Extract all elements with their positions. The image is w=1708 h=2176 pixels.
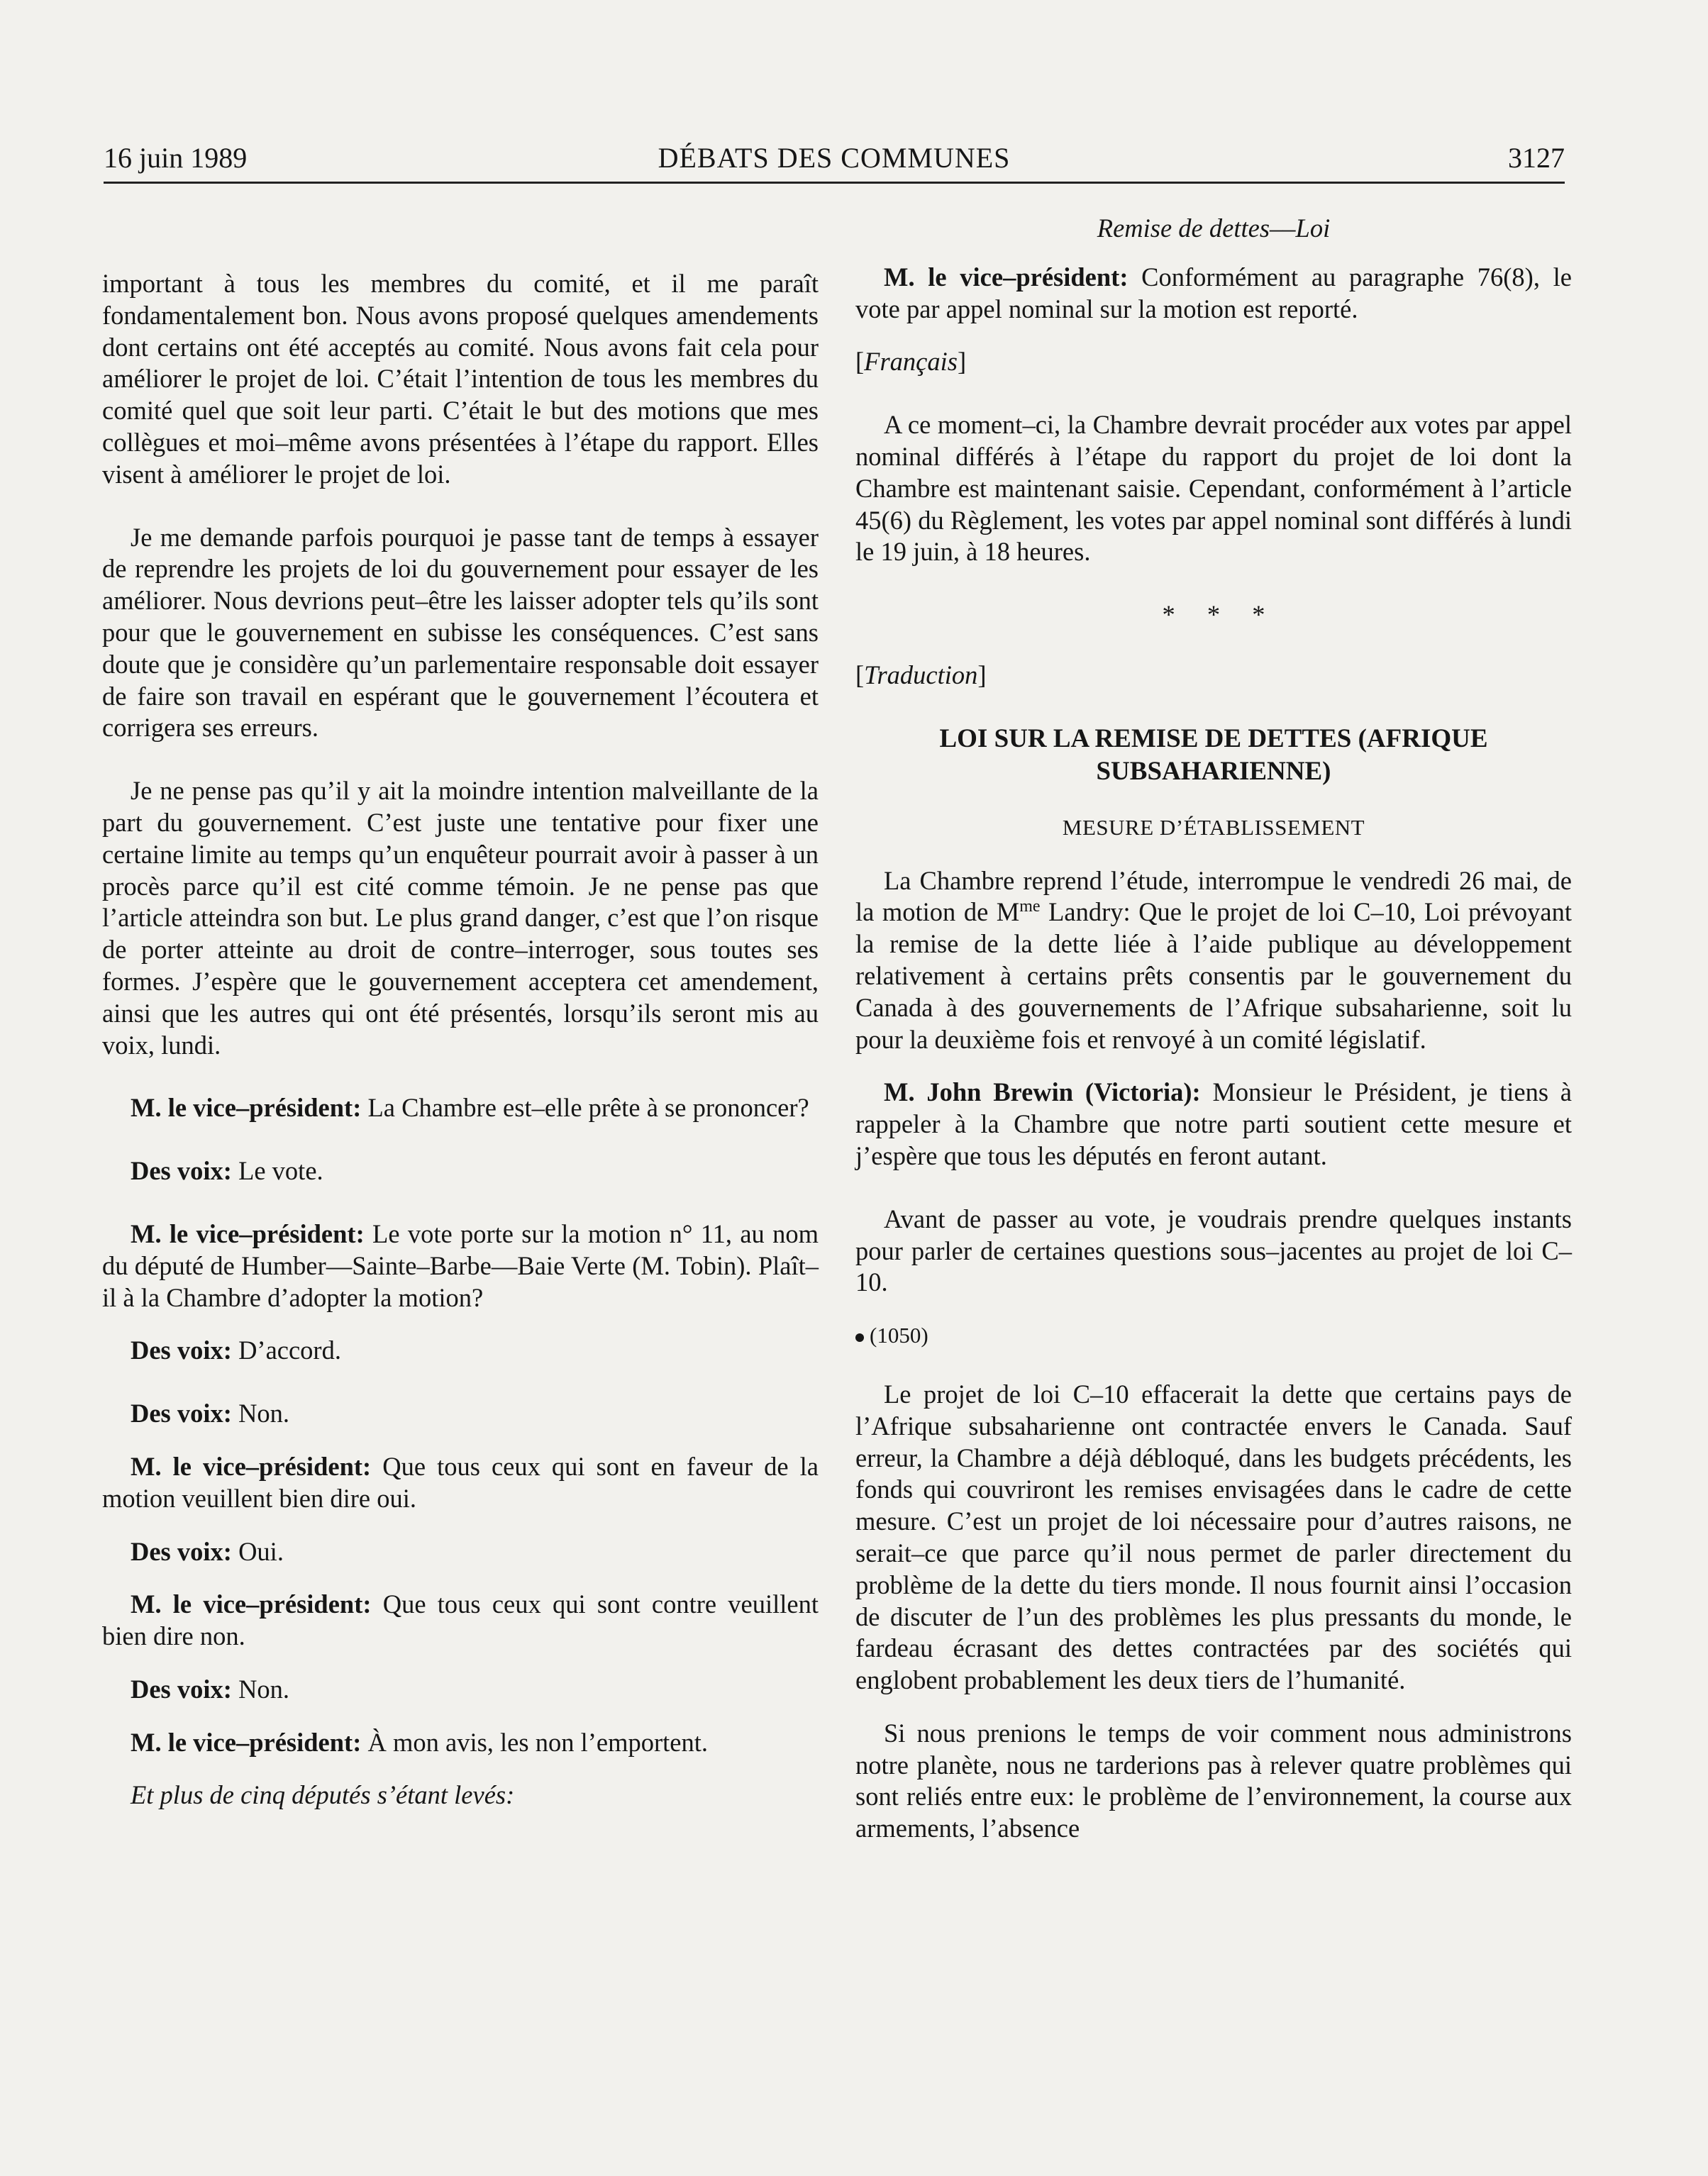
speaker-name: M. le vice–président:: [131, 1093, 362, 1123]
speech-text: Le vote.: [238, 1156, 323, 1186]
speech-text: Non.: [238, 1674, 290, 1704]
speaker-name: Des voix:: [131, 1156, 232, 1186]
speech-paragraph: [102, 1536, 819, 1568]
speech-text: Conformément au paragraphe 76(8), le vote par appel nominal sur la motion est reporté.: [855, 262, 1572, 323]
speech-text: À mon avis, les non l’emportent.: [367, 1727, 708, 1757]
speech-paragraph: [855, 1077, 1572, 1172]
paragraph: Si nous prenions le temps de voir comment nous administrons notre planète, nous ne tarderions pas à relever quatre problèmes qui sont reliés entre eux: le problème de l’environnement, la course aux armements, l’absence: [855, 1718, 1572, 1843]
header-date: 16 juin 1989: [104, 142, 248, 174]
language-name: Français: [864, 347, 958, 377]
speech-paragraph: [102, 1398, 819, 1430]
speech-paragraph: [102, 1589, 819, 1653]
paragraph-text: Landry: Que le projet de loi C–10, Loi prévoyant la remise de la dette liée à l’aide publique au développement relativement à certains prêts consentis par le gouvernement du Canada à des gouvernements de l’Afrique subsaharienne, soit lu pour la deuxième fois et renvoyé à un comité législatif.: [855, 897, 1573, 1054]
speech-paragraph: [102, 1219, 819, 1314]
speech-text: Que tous ceux qui sont en faveur de la motion veuillent bien dire oui.: [102, 1451, 819, 1513]
speech-text: Que tous ceux qui sont contre veuillent bien dire non.: [102, 1589, 819, 1651]
speech-text: Oui.: [238, 1536, 284, 1566]
speaker-name: Des voix:: [131, 1536, 232, 1566]
running-head: Remise de dettes––Loi: [1097, 213, 1331, 243]
header-title: DÉBATS DES COMMUNES: [658, 142, 1011, 174]
speech-paragraph: [102, 1155, 819, 1187]
paragraph: [855, 865, 1572, 1056]
section-subheading: MESURE D’ÉTABLISSEMENT: [1062, 814, 1365, 840]
speaker-name: M. John Brewin (Victoria):: [884, 1077, 1201, 1107]
speaker-name: M. le vice–président:: [131, 1451, 372, 1481]
speech-text: Monsieur le Président, je tiens à rappeler à la Chambre que notre parti soutient cette mesure et j’espère que tous les députés en feront autant.: [855, 1077, 1573, 1170]
speech-paragraph: [102, 1335, 819, 1367]
procedural-note: Et plus de cinq députés s’étant levés:: [131, 1780, 515, 1810]
page-header: [104, 139, 1565, 184]
speaker-name: M. le vice–président:: [884, 262, 1128, 292]
section-separator: * * *: [1162, 600, 1278, 630]
paragraph: important à tous les membres du comité, et il me paraît fondamentalement bon. Nous avons proposé quelques amendements dont certains ont été acceptés au comité. Nous avons fait cela pour améliorer le projet de loi. C’était l’intention de tous les membres du comité quel que soit leur parti. C’était le but des motions que mes collègues et moi–même avons présentées à l’étape du rapport. Elles visent à améliorer le projet de loi.: [102, 269, 819, 489]
language-marker: [Traduction]: [855, 660, 987, 689]
timestamp-text: (1050): [870, 1323, 928, 1348]
speech-text: La Chambre est–elle prête à se prononcer?: [367, 1093, 809, 1123]
speaker-name: Des voix:: [131, 1399, 232, 1428]
bill-title: [855, 723, 1572, 788]
paragraph: A ce moment–ci, la Chambre devrait procéder aux votes par appel nominal différés à l’étape du rapport du projet de loi dont la Chambre est maintenant saisie. Cependant, conformément à l’article 45(6) du Règlement, les votes par appel nominal sont différés à lundi le 19 juin, à 18 heures.: [855, 410, 1572, 567]
speaker-name: M. le vice–président:: [131, 1727, 362, 1757]
paragraph: Je me demande parfois pourquoi je passe tant de temps à essayer de reprendre les projets de loi du gouvernement pour essayer de les améliorer. Nous devrions peut–être les laisser adopter tels qu’ils sont pour que le gouvernement en subisse les conséquences. C’est sans doute que je considère qu’un parlementaire responsable doit essayer de faire son travail en espérant que le gouvernement l’écoutera et corrigera ses erreurs.: [102, 522, 819, 743]
right-column: [855, 213, 1572, 1876]
speech-paragraph: [102, 1451, 819, 1515]
speaker-name: M. le vice–président:: [131, 1219, 365, 1248]
speech-paragraph: [102, 1727, 819, 1759]
bill-title-line: LOI SUR LA REMISE DE DETTES (AFRIQUE: [939, 723, 1488, 753]
paragraph-text: La Chambre reprend l’étude, interrompue le vendredi 26 mai, de la motion de M: [855, 865, 1572, 927]
left-column: [102, 268, 819, 1843]
speech-paragraph: [102, 1674, 819, 1706]
speaker-name: Des voix:: [131, 1674, 232, 1704]
speech-text: D’accord.: [238, 1336, 341, 1365]
paragraph: Je ne pense pas qu’il y ait la moindre intention malveillante de la part du gouvernement. C’est juste une tentative pour fixer une certaine limite au temps qu’un enquêteur pourrait avoir à passer à un procès parce qu’il est cité comme témoin. Je ne pense pas que l’article atteindra son but. Le plus grand danger, c’est que l’on risque de porter atteinte au droit de contre–interroger, sous toutes ses formes. J’espère que le gouvernement acceptera cet amendement, ainsi que les autres qui ont été présentés, lorsqu’ils seront mis au voix, lundi.: [102, 776, 819, 1060]
bill-title-line: SUBSAHARIENNE): [1096, 756, 1331, 786]
superscript: me: [1019, 897, 1041, 916]
speaker-name: M. le vice–président:: [131, 1589, 372, 1619]
header-page-number: 3127: [1508, 142, 1565, 174]
language-marker: [Français]: [855, 347, 967, 377]
language-name: Traduction: [864, 660, 978, 689]
paragraph: Le projet de loi C–10 effacerait la dette que certains pays de l’Afrique subsaharienne ont contractée envers le Canada. Sauf erreur, la Chambre a déjà débloqué, dans les budgets précédents, les fonds qui couvriront les remises envisagées dans le cadre de cette mesure. C’est un projet de loi nécessaire pour d’autres raisons, ne serait–ce que parce qu’il nous permet de parler directement du problème de la dette du tiers monde. Il nous fournit ainsi l’occasion de discuter de l’un des problèmes les plus pressants du monde, le fardeau écrasant des dettes contractées par des sociétés qui englobent probablement les deux tiers de l’humanité.: [855, 1379, 1572, 1695]
speech-paragraph: [102, 1092, 819, 1124]
bullet-icon: [855, 1333, 864, 1342]
speaker-name: Des voix:: [131, 1336, 232, 1365]
speech-text: Le vote porte sur la motion n° 11, au nom du député de Humber—Sainte–Barbe—Baie Verte (M. Tobin). Plaît–il à la Chambre d’adopter la motion?: [102, 1219, 819, 1312]
speech-paragraph: [855, 262, 1572, 326]
timestamp: [855, 1320, 1572, 1352]
paragraph: Avant de passer au vote, je voudrais prendre quelques instants pour parler de certaines questions sous–jacentes au projet de loi C–10.: [855, 1204, 1572, 1297]
speech-text: Non.: [238, 1399, 290, 1428]
